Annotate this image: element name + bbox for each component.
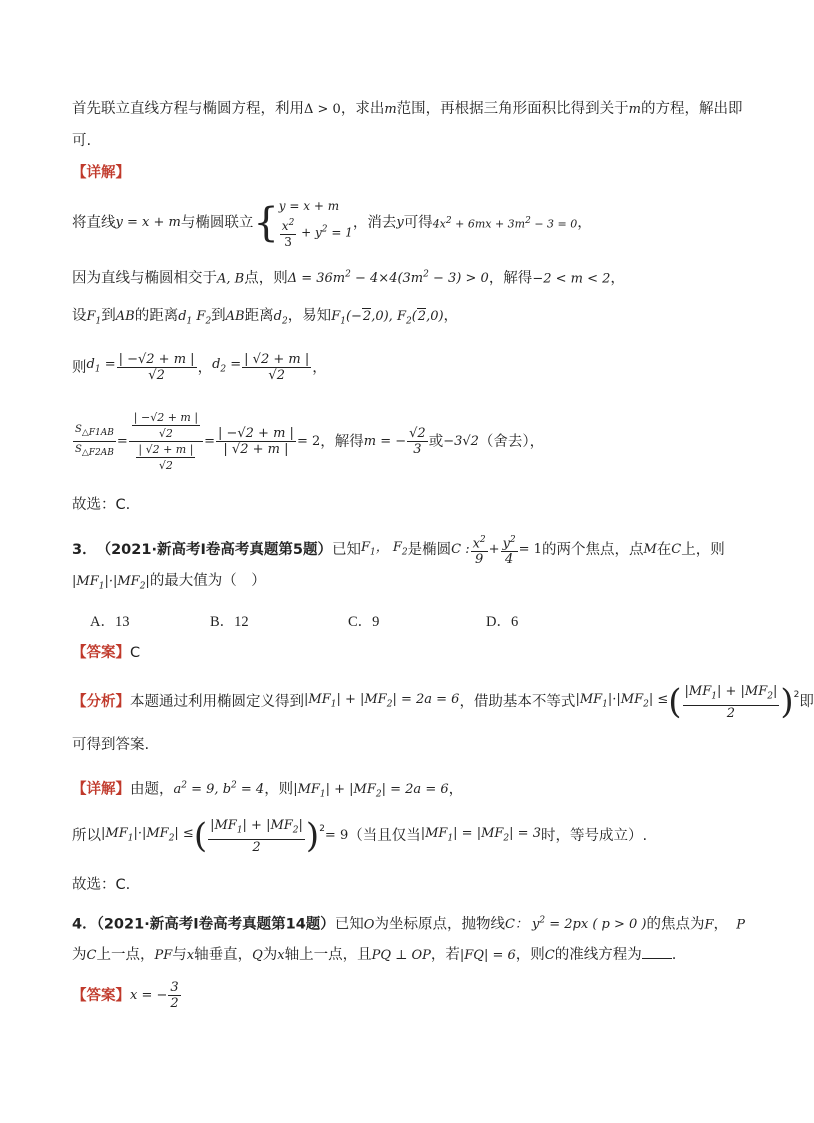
option-a: A．13 (90, 614, 130, 630)
question-4-line-2: 为C上一点，PF与x轴垂直，Q为x轴上一点，且PQ ⊥ OP，若|FQ| = 6，则C的准线方程为 . (72, 947, 677, 963)
analysis-3-line: 【分析】 本题通过利用椭圆定义得到 $|MF_1| + |MF_2| = 2a = 6$ ，借助基本不等式 $|MF_1|\cdot|MF_2|$ ≤ ( $\frac{|MF_1| + |MF_2|}{2}$ ) $^2$ 即 (72, 682, 814, 723)
question-4: 4．（2021·新高考Ⅰ卷高考真题第14题）已知O为坐标原点，抛物线C： $y^2 = 2px$ ( p > 0 )的焦点为F， P (72, 916, 746, 933)
question-3-line-2: $|MF_1|\cdot|MF_2|$的最大值为（ ） (72, 573, 266, 592)
area-ratio-line: $\frac{S_{\triangle F1AB}}{S_{\triangle F2AB}}$ = $\frac{\frac{| -√2 + m |}{√2}}{\frac{| √2 + m |}{√2}}$ = $\frac{| -√2 + m |}{| √2 + m |}$ = 2 ，解得 m = − $\frac{√2}{3}$ 或 −3√2 （舍去）， (75, 411, 545, 472)
answer-3-final: 故选：C. (72, 877, 131, 893)
system-line: 将直线 y = x + m 与椭圆联立 { y = x + m $\frac{x^2}{3}$ + $y^2 = 1$ ，消去 y 可得 $4x^2 + 6mx + 3m^2 - 3 = 0$ ， (72, 199, 592, 249)
answer-3-line: 【答案】C (72, 645, 141, 661)
detail-3-line: 【详解】由题，$a^2 = 9$, $b^2 = 4$，则$|MF_1| + |MF_2| = 2a = 6$， (72, 781, 464, 800)
detail-3-line-2: 所以 $|MF_1|\cdot|MF_2|$ ≤ ( $\frac{|MF_1| + |MF_2|}{2}$ ) $^2$ = 9 （当且仅当 $|MF_1| = |MF_2| = 3$ 时，等号成立）. (72, 816, 648, 857)
detail-tag: 【详解】 (72, 165, 130, 181)
analysis-3-line-2: 可得到答案. (72, 737, 150, 753)
intersect-line: 因为直线与椭圆相交于A, B点，则$\Delta = 36m^2 - 4\times 4(3m^2 - 3) > 0$，解得−2 < m < 2， (72, 270, 625, 287)
analysis-line-1: 首先联立直线方程与椭圆方程，利用Δ > 0，求出m范围，再根据三角形面积比得到关于m的方程，解出即 (72, 101, 743, 117)
answer-line-2: 故选：C. (72, 497, 131, 513)
option-d: D．6 (486, 614, 519, 630)
question-3: 3． （2021·新高考Ⅰ卷高考真题第5题） 已知 $F_1$， $F_2$ 是椭圆 C : $\frac{x^2}{9}$ + $\frac{y^2}{4}$ = 1 的两个焦点，点 M 在 C 上，则 (72, 535, 725, 568)
option-c: C．9 (348, 614, 380, 630)
analysis-line-2: 可. (72, 133, 92, 149)
option-b: B．12 (210, 614, 249, 630)
answer-4-line: 【答案】 x = − $\frac{3}{2}$ (72, 980, 179, 1011)
d-values-line: 则 $d_1$ = $\frac{| -√2 + m |}{√2}$ ， $d_2$ = $\frac{| √2 + m |}{√2}$ ， (72, 352, 327, 383)
distance-line: 设$F_1$到AB的距离$d_1$ $F_2$到AB距离$d_2$，易知$F_1(-2,0)$, $F_2(2,0)$， (72, 308, 459, 327)
